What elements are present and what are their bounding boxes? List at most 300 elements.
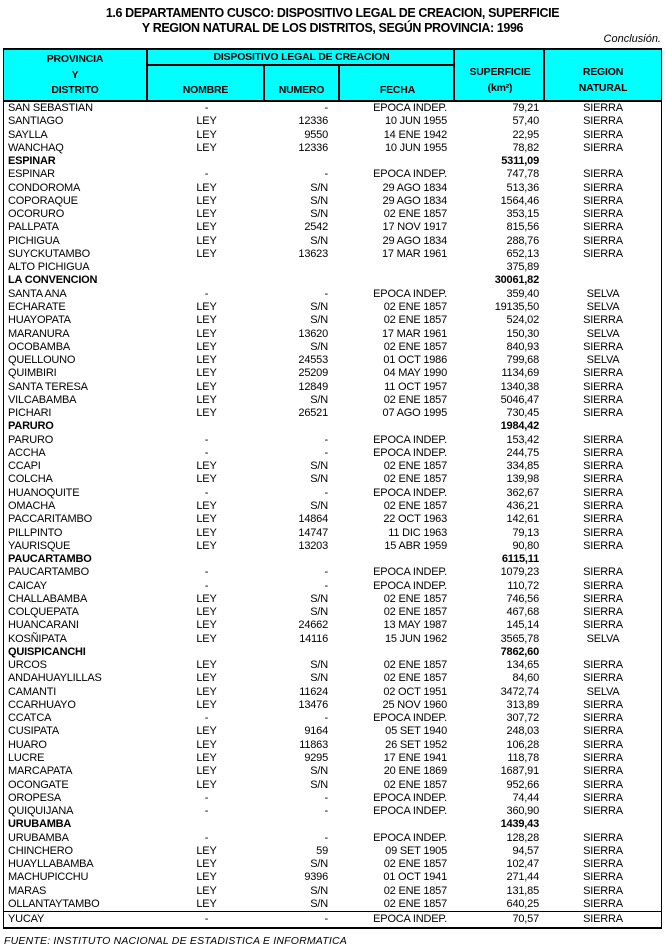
cell-superficie: 467,68 xyxy=(506,606,539,619)
cell-region: SELVA xyxy=(586,354,620,367)
cell-nombre: LEY xyxy=(196,499,217,512)
cell-name: HUANOQUITE xyxy=(8,486,80,499)
cell-name: MARAS xyxy=(8,884,47,897)
cell-nombre: LEY xyxy=(196,592,217,605)
district-row xyxy=(4,513,661,526)
province-row xyxy=(4,274,661,287)
cell-numero: 13203 xyxy=(298,539,328,552)
cell-name: CUSIPATA xyxy=(8,725,59,738)
header-region-line2: NATURAL xyxy=(578,82,628,94)
district-row xyxy=(4,779,661,792)
cell-superficie: 1564,46 xyxy=(500,194,539,207)
cell-name: PICHIGUA xyxy=(8,234,60,247)
cell-name: PALLPATA xyxy=(8,221,59,234)
cell-name: QUIMBIRI xyxy=(8,367,57,380)
cell-nombre: LEY xyxy=(196,738,217,751)
cell-name: SANTIAGO xyxy=(8,115,64,128)
cell-nombre: LEY xyxy=(196,460,217,473)
cell-name: HUAYLLABAMBA xyxy=(8,858,94,871)
cell-superficie: 1687,91 xyxy=(500,765,539,778)
cell-numero xyxy=(265,420,340,433)
source-note: FUENTE: INSTITUTO NACIONAL DE ESTADISTICA E INFORMATICA xyxy=(4,935,347,947)
header-superficie-line1: SUPERFICIE xyxy=(469,66,531,78)
cell-superficie: 5311,09 xyxy=(501,155,539,168)
district-row xyxy=(4,805,661,818)
cell-nombre: LEY xyxy=(196,685,217,698)
cell-numero: S/N xyxy=(310,340,328,353)
cell-numero: 12849 xyxy=(298,380,328,393)
cell-superficie: 94,57 xyxy=(512,844,539,857)
district-row xyxy=(4,593,661,606)
cell-superficie: 139,98 xyxy=(506,473,539,486)
cell-numero: 9396 xyxy=(304,871,328,884)
district-row xyxy=(4,407,661,420)
cell-superficie: 375,89 xyxy=(506,261,539,274)
cell-nombre: LEY xyxy=(196,725,217,738)
cell-name: SANTA TERESA xyxy=(8,380,88,393)
cell-fecha: 20 ENE 1869 xyxy=(383,765,447,778)
cell-fecha xyxy=(340,553,455,566)
cell-nombre: LEY xyxy=(196,221,217,234)
cell-superficie: 652,13 xyxy=(506,247,539,260)
district-row xyxy=(4,792,661,805)
cell-superficie: 90,80 xyxy=(512,539,539,552)
cell-region: SIERRA xyxy=(583,805,623,818)
district-row xyxy=(4,367,661,380)
header-dispositivo-subrow xyxy=(148,66,455,100)
cell-fecha xyxy=(340,261,455,274)
cell-nombre: - xyxy=(204,168,209,181)
cell-nombre: LEY xyxy=(196,698,217,711)
cell-superficie: 150,30 xyxy=(506,327,539,340)
cell-name: PARURO xyxy=(8,433,54,446)
cell-fecha: 15 JUN 1962 xyxy=(384,632,447,645)
cell-fecha: EPOCA INDEP. xyxy=(373,486,447,499)
cell-numero: S/N xyxy=(310,778,328,791)
cell-superficie: 815,56 xyxy=(506,221,539,234)
cell-superficie: 3565,78 xyxy=(500,632,539,645)
cell-name: LA CONVENCION xyxy=(8,274,98,287)
header-superficie xyxy=(453,50,545,100)
cell-numero: 12336 xyxy=(298,115,328,128)
cell-name: PACCARITAMBO xyxy=(8,513,92,526)
cell-nombre: LEY xyxy=(196,141,217,154)
district-row xyxy=(4,606,661,619)
cell-name: URUBAMBA xyxy=(8,818,72,831)
cell-nombre: LEY xyxy=(196,367,217,380)
district-row xyxy=(4,301,661,314)
district-row xyxy=(4,473,661,486)
cell-name: OCONGATE xyxy=(8,778,69,791)
cell-name: QUELLOUNO xyxy=(8,354,76,367)
cell-region xyxy=(545,553,661,566)
cell-fecha: 29 AGO 1834 xyxy=(382,194,447,207)
cell-nombre: - xyxy=(204,805,209,818)
cell-numero: S/N xyxy=(310,393,328,406)
district-row xyxy=(4,832,661,845)
cell-region: SIERRA xyxy=(583,446,623,459)
cell-nombre: LEY xyxy=(196,659,217,672)
header-numero: NUMERO xyxy=(265,66,340,100)
cell-fecha: 17 MAR 1961 xyxy=(381,327,447,340)
district-row xyxy=(4,115,661,128)
cell-fecha: 02 OCT 1951 xyxy=(383,685,447,698)
district-row xyxy=(4,739,661,752)
cell-name: SAN SEBASTIAN xyxy=(8,102,93,114)
cell-nombre: LEY xyxy=(196,393,217,406)
cell-numero: 14747 xyxy=(298,526,328,539)
cell-nombre xyxy=(148,646,265,659)
cell-fecha xyxy=(340,646,455,659)
cell-fecha: 01 OCT 1986 xyxy=(383,354,447,367)
province-row xyxy=(4,420,661,433)
cell-fecha: 22 OCT 1963 xyxy=(383,513,447,526)
cell-fecha: 10 JUN 1955 xyxy=(384,115,447,128)
cell-region: SIERRA xyxy=(583,460,623,473)
cell-region: SIERRA xyxy=(583,194,623,207)
cell-superficie: 6115,11 xyxy=(501,553,539,566)
cell-nombre: - xyxy=(204,712,209,725)
cell-name: OMACHA xyxy=(8,499,56,512)
cell-fecha: EPOCA INDEP. xyxy=(373,791,447,804)
cell-numero: - xyxy=(324,433,328,446)
province-row xyxy=(4,155,661,168)
cell-superficie: 1984,42 xyxy=(500,420,539,433)
cell-region: SIERRA xyxy=(583,367,623,380)
page-title-line2: Y REGION NATURAL DE LOS DISTRITOS, SEGÚN PROVINCIA: 1996 xyxy=(141,20,524,35)
cell-nombre: LEY xyxy=(196,778,217,791)
cell-numero: S/N xyxy=(310,672,328,685)
cell-numero: - xyxy=(324,913,328,926)
cell-name: HUARO xyxy=(8,738,47,751)
cell-name: CCAPI xyxy=(8,460,41,473)
cell-superficie: 248,03 xyxy=(506,725,539,738)
cell-numero: 24553 xyxy=(298,354,328,367)
cell-name: WANCHAQ xyxy=(8,141,64,154)
cell-nombre: - xyxy=(204,486,209,499)
cell-superficie: 271,44 xyxy=(506,871,539,884)
district-row xyxy=(4,261,661,274)
cell-nombre: - xyxy=(204,913,209,926)
cell-nombre: LEY xyxy=(196,327,217,340)
cell-superficie: 244,75 xyxy=(506,446,539,459)
cell-fecha xyxy=(340,818,455,831)
cell-fecha: 02 ENE 1857 xyxy=(383,858,447,871)
cell-nombre: LEY xyxy=(196,247,217,260)
header-provincia-line2: Y xyxy=(71,68,79,81)
cell-nombre: LEY xyxy=(196,380,217,393)
cell-fecha: EPOCA INDEP. xyxy=(373,566,447,579)
cell-region: SIERRA xyxy=(583,884,623,897)
cell-numero xyxy=(265,818,340,831)
cell-fecha: 02 ENE 1857 xyxy=(383,300,447,313)
cell-region: SELVA xyxy=(586,327,620,340)
cell-superficie: 1079,23 xyxy=(500,566,539,579)
cell-region: SIERRA xyxy=(583,778,623,791)
district-row xyxy=(4,712,661,725)
cell-name: COPORAQUE xyxy=(8,194,78,207)
header-nombre: NOMBRE xyxy=(148,66,265,100)
cell-nombre: - xyxy=(204,566,209,579)
cell-fecha: 02 ENE 1857 xyxy=(383,884,447,897)
cell-region: SIERRA xyxy=(583,221,623,234)
district-row xyxy=(4,447,661,460)
cell-numero xyxy=(265,646,340,659)
district-row xyxy=(4,381,661,394)
district-row xyxy=(4,434,661,447)
cell-name: QUISPICANCHI xyxy=(8,645,86,658)
cell-superficie: 307,72 xyxy=(506,712,539,725)
cell-nombre: LEY xyxy=(196,473,217,486)
header-fecha: FECHA xyxy=(379,84,416,96)
cell-numero: 59 xyxy=(316,844,328,857)
table-header xyxy=(4,50,661,102)
cell-region xyxy=(545,155,661,168)
cell-superficie: 1340,38 xyxy=(500,380,539,393)
cell-superficie: 5046,47 xyxy=(500,393,539,406)
cell-superficie: 952,66 xyxy=(506,778,539,791)
district-row xyxy=(4,314,661,327)
cell-fecha: 02 ENE 1857 xyxy=(383,897,447,910)
cell-fecha: 13 MAY 1987 xyxy=(383,619,447,632)
cell-numero: - xyxy=(324,566,328,579)
cell-fecha: 02 ENE 1857 xyxy=(383,314,447,327)
cell-numero: S/N xyxy=(310,592,328,605)
cell-name: COLQUEPATA xyxy=(8,606,79,619)
cell-superficie: 513,36 xyxy=(506,181,539,194)
cell-name: PILLPINTO xyxy=(8,526,63,539)
cell-region: SIERRA xyxy=(583,433,623,446)
cell-nombre: LEY xyxy=(196,752,217,765)
cell-superficie: 313,89 xyxy=(506,698,539,711)
cell-fecha: 02 ENE 1857 xyxy=(383,393,447,406)
cell-nombre: LEY xyxy=(196,354,217,367)
cell-superficie: 78,82 xyxy=(512,141,539,154)
cell-superficie: 524,02 xyxy=(506,314,539,327)
cell-fecha: EPOCA INDEP. xyxy=(373,102,447,114)
cell-nombre: LEY xyxy=(196,407,217,420)
cell-fecha: 10 JUN 1955 xyxy=(384,141,447,154)
cell-name: CAICAY xyxy=(8,579,47,592)
cell-region: SIERRA xyxy=(583,407,623,420)
district-row xyxy=(4,142,661,155)
district-row xyxy=(4,725,661,738)
district-row xyxy=(4,580,661,593)
cell-numero: 14116 xyxy=(299,632,328,645)
cell-name: CAMANTI xyxy=(8,685,57,698)
cell-superficie: 30061,82 xyxy=(494,274,539,287)
cell-region: SIERRA xyxy=(583,752,623,765)
cell-numero: S/N xyxy=(310,765,328,778)
cell-fecha: 02 ENE 1857 xyxy=(383,473,447,486)
district-row xyxy=(4,619,661,632)
cell-name: ESPINAR xyxy=(8,168,55,181)
cell-numero: S/N xyxy=(310,659,328,672)
cell-superficie: 74,44 xyxy=(512,791,539,804)
cell-nombre: - xyxy=(204,791,209,804)
cell-superficie: 353,15 xyxy=(506,208,539,221)
cell-region: SIERRA xyxy=(583,499,623,512)
cell-nombre: LEY xyxy=(196,128,217,141)
cell-superficie: 57,40 xyxy=(512,115,539,128)
cell-numero xyxy=(265,553,340,566)
cell-region: SIERRA xyxy=(583,128,623,141)
cell-numero: 13476 xyxy=(298,698,328,711)
cell-numero: - xyxy=(324,712,328,725)
header-region-line1: REGION xyxy=(582,66,624,78)
cell-name: YAURISQUE xyxy=(8,539,71,552)
district-row xyxy=(4,248,661,261)
cell-superficie: 334,85 xyxy=(506,460,539,473)
cell-region: SIERRA xyxy=(583,579,623,592)
cell-fecha xyxy=(340,155,455,168)
cell-nombre: LEY xyxy=(196,314,217,327)
cell-fecha: 02 ENE 1857 xyxy=(383,592,447,605)
district-row xyxy=(4,500,661,513)
cell-nombre: LEY xyxy=(196,208,217,221)
cell-numero: 11624 xyxy=(299,685,328,698)
district-row xyxy=(4,765,661,778)
cell-region: SIERRA xyxy=(583,725,623,738)
cell-region: SIERRA xyxy=(583,393,623,406)
cell-region: SIERRA xyxy=(583,619,623,632)
cell-region: SIERRA xyxy=(583,831,623,844)
cell-region: SIERRA xyxy=(583,526,623,539)
cell-region: SIERRA xyxy=(583,566,623,579)
cell-numero: 9295 xyxy=(304,752,328,765)
district-row xyxy=(4,102,661,115)
cell-superficie: 362,67 xyxy=(506,486,539,499)
cell-region: SELVA xyxy=(586,300,620,313)
cell-fecha: EPOCA INDEP. xyxy=(373,168,447,181)
cell-region: SIERRA xyxy=(583,208,623,221)
district-row xyxy=(4,354,661,367)
cell-fecha: EPOCA INDEP. xyxy=(373,712,447,725)
cell-numero: - xyxy=(324,579,328,592)
table-body xyxy=(4,102,661,927)
cell-numero: 9550 xyxy=(304,128,328,141)
cell-name: QUIQUIJANA xyxy=(8,805,74,818)
cell-fecha: 02 ENE 1857 xyxy=(383,778,447,791)
cell-region xyxy=(545,818,661,831)
cell-numero: S/N xyxy=(310,460,328,473)
cell-name: HUANCARANI xyxy=(8,619,79,632)
district-row xyxy=(4,208,661,221)
cell-superficie: 799,68 xyxy=(506,354,539,367)
province-row xyxy=(4,646,661,659)
header-provincia-distrito xyxy=(4,50,148,100)
cell-fecha: 07 AGO 1995 xyxy=(382,407,447,420)
cell-numero: 26521 xyxy=(298,407,328,420)
cell-superficie: 288,76 xyxy=(506,234,539,247)
district-row xyxy=(4,672,661,685)
cell-name: OCORURO xyxy=(8,208,65,221)
cell-region: SIERRA xyxy=(583,539,623,552)
cell-name: LUCRE xyxy=(8,752,45,765)
cell-superficie: 1439,43 xyxy=(500,818,539,831)
cell-name: CCATCA xyxy=(8,712,52,725)
cell-nombre xyxy=(148,553,265,566)
continuation-note: Conclusión. xyxy=(603,33,661,45)
cell-nombre: - xyxy=(204,102,209,114)
cell-region: SELVA xyxy=(586,632,620,645)
cell-name: ECHARATE xyxy=(8,300,66,313)
page-title-line1: 1.6 DEPARTAMENTO CUSCO: DISPOSITIVO LEGAL DE CREACION, SUPERFICIE xyxy=(105,5,560,20)
cell-region: SIERRA xyxy=(583,486,623,499)
cell-region: SIERRA xyxy=(583,871,623,884)
cell-superficie: 110,72 xyxy=(507,579,539,592)
header-dispositivo-group xyxy=(148,50,455,100)
cell-superficie: 3472,74 xyxy=(500,685,539,698)
cell-name: CONDOROMA xyxy=(8,181,81,194)
cell-nombre xyxy=(148,274,265,287)
cell-nombre xyxy=(148,818,265,831)
cell-superficie: 79,13 xyxy=(512,526,539,539)
cell-nombre: - xyxy=(204,831,209,844)
cell-region: SIERRA xyxy=(583,115,623,128)
cell-superficie: 7862,60 xyxy=(500,645,539,658)
cell-region: SELVA xyxy=(586,287,620,300)
cell-fecha: 29 AGO 1834 xyxy=(382,234,447,247)
cell-fecha: EPOCA INDEP. xyxy=(373,913,447,926)
cell-name: CHALLABAMBA xyxy=(8,592,88,605)
cell-numero: S/N xyxy=(310,499,328,512)
cell-region: SIERRA xyxy=(583,340,623,353)
cell-superficie: 746,56 xyxy=(506,592,539,605)
cell-fecha: 17 NOV 1917 xyxy=(382,221,447,234)
cell-name: PAUCARTAMBO xyxy=(8,566,89,579)
cell-region: SIERRA xyxy=(583,314,623,327)
cell-region: SIERRA xyxy=(583,102,623,114)
cell-region: SIERRA xyxy=(583,844,623,857)
cell-nombre: LEY xyxy=(196,300,217,313)
cell-region: SIERRA xyxy=(583,141,623,154)
cell-name: PICHARI xyxy=(8,407,52,420)
cell-nombre: LEY xyxy=(196,897,217,910)
district-row xyxy=(4,460,661,473)
cell-superficie: 131,85 xyxy=(506,884,539,897)
district-row xyxy=(4,845,661,858)
cell-superficie: 153,42 xyxy=(506,433,539,446)
cell-numero: - xyxy=(324,805,328,818)
cell-nombre: - xyxy=(204,579,209,592)
cell-fecha xyxy=(340,420,455,433)
cell-numero: S/N xyxy=(310,181,328,194)
cell-numero: - xyxy=(324,168,328,181)
district-row xyxy=(4,341,661,354)
cell-superficie: 22,95 xyxy=(512,128,539,141)
cell-name: PARURO xyxy=(8,420,54,433)
district-row xyxy=(4,871,661,884)
cell-nombre: LEY xyxy=(196,539,217,552)
cell-fecha: 09 SET 1905 xyxy=(385,844,447,857)
cell-region: SIERRA xyxy=(583,913,623,926)
district-row xyxy=(4,195,661,208)
cell-numero: 13623 xyxy=(298,247,328,260)
cell-fecha: 05 SET 1940 xyxy=(385,725,447,738)
district-row xyxy=(4,885,661,898)
cell-fecha: 02 ENE 1857 xyxy=(383,499,447,512)
cell-region: SIERRA xyxy=(583,380,623,393)
cell-nombre: LEY xyxy=(196,858,217,871)
cell-numero: - xyxy=(324,486,328,499)
district-row xyxy=(4,235,661,248)
cell-region: SIERRA xyxy=(583,738,623,751)
cell-fecha: EPOCA INDEP. xyxy=(373,446,447,459)
cell-name: PAUCARTAMBO xyxy=(8,553,92,566)
cell-nombre: LEY xyxy=(196,115,217,128)
cell-superficie: 134,65 xyxy=(506,659,539,672)
